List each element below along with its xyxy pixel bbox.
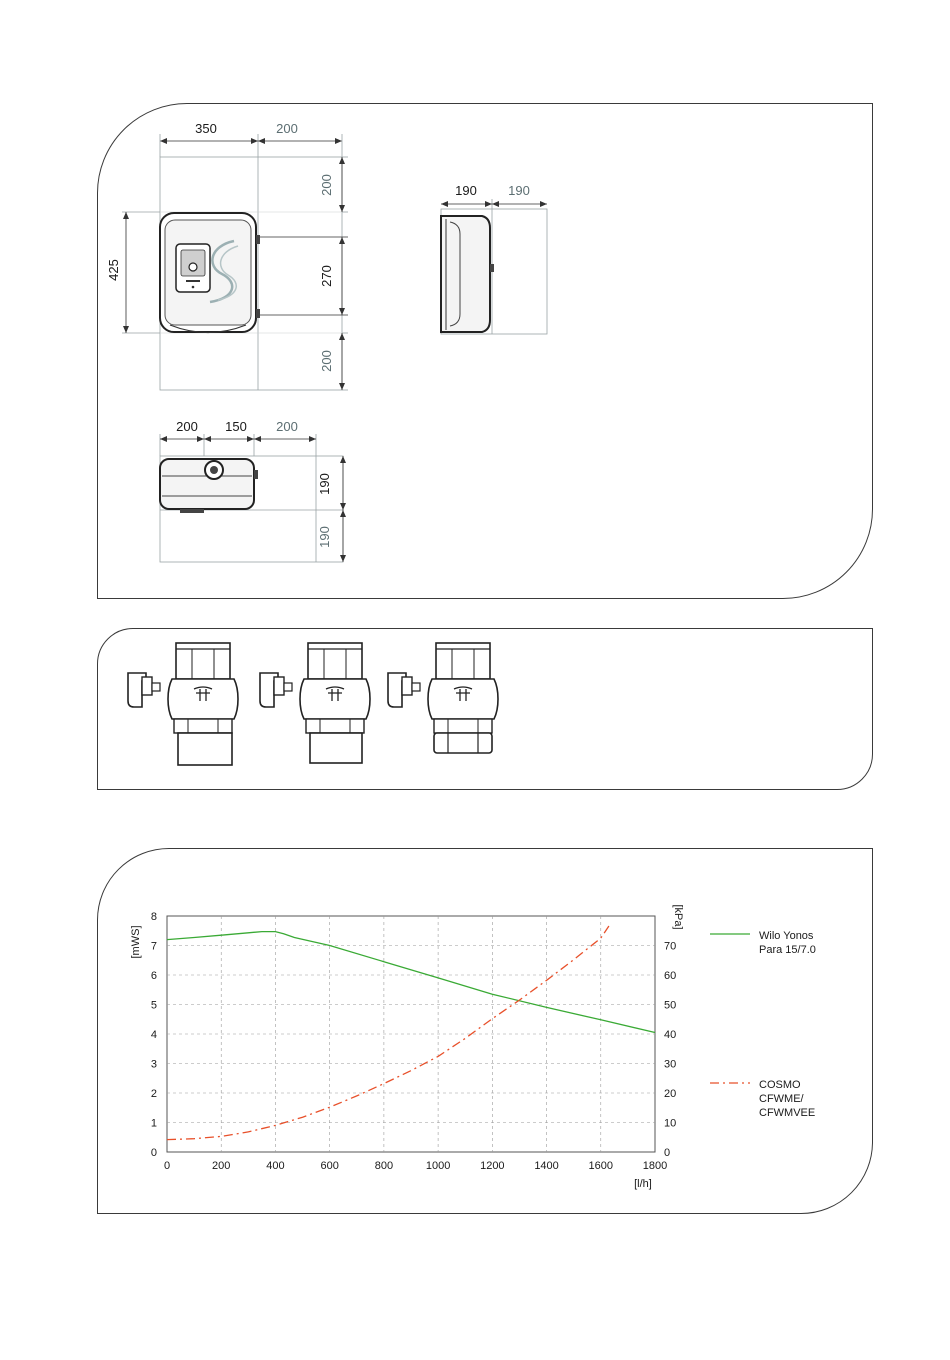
bottom-right-label: 200 [276,419,298,434]
y-right-tick-label: 0 [664,1147,671,1159]
x-tick-label: 1400 [534,1160,559,1172]
x-tick-label: 800 [374,1160,394,1172]
y-left-tick-label: 6 [150,970,157,982]
y-left-tick-label: 4 [150,1029,157,1041]
valve-1 [128,643,238,765]
front-pipe-spacing-label: 270 [319,265,334,287]
x-tick-label: 1000 [425,1160,451,1172]
valves-panel [97,628,873,790]
bottom-left-label: 200 [176,419,198,434]
side-depth-label: 190 [455,183,477,198]
dimensions-panel [97,103,873,599]
front-width-label: 350 [195,121,217,136]
front-clearance-bottom-label: 200 [319,350,334,372]
y-right-tick-label: 20 [664,1088,677,1100]
x-tick-label: 1200 [480,1160,505,1172]
legend-cosmo-line-3: CFWMVEE [759,1107,816,1119]
chart-panel [97,848,873,1214]
side-clearance-label: 190 [508,183,530,198]
y-right-tick-label: 60 [664,970,677,982]
valve-drawings [98,629,874,791]
valve-2 [260,643,370,763]
y-right-tick-label: 50 [664,999,677,1012]
bottom-center-label: 150 [225,419,247,434]
y-left-tick-label: 2 [150,1088,157,1100]
y-right-tick-label: 70 [664,940,677,953]
y-right-tick-label: 30 [664,1058,677,1071]
front-view [106,121,348,390]
bottom-view [160,419,343,562]
series-line-cosmo [167,926,609,1140]
y-right-tick-label: 10 [664,1117,677,1130]
front-clearance-top-label: 200 [319,174,334,196]
front-height-label: 425 [106,259,121,281]
x-tick-label: 1800 [642,1160,668,1172]
chart-grid [167,916,655,1152]
side-view [441,183,547,334]
y-left-axis-label: [mWS] [130,925,142,959]
y-left-tick-label: 1 [150,1117,157,1130]
chart-series [167,926,655,1140]
x-tick-label: 1600 [588,1160,614,1172]
y-left-tick-label: 5 [150,999,157,1012]
chart-ticks [151,911,676,1172]
legend-cosmo-line-1: COSMO [759,1079,801,1091]
y-right-axis-label: [kPa] [672,904,684,930]
y-right-tick-label: 40 [664,1029,677,1041]
x-tick-label: 200 [212,1160,231,1172]
bottom-clearance-label: 190 [317,526,332,548]
legend-cosmo-line-2: CFWME/ [759,1093,804,1105]
x-tick-label: 400 [266,1160,285,1172]
dimension-drawings [98,104,874,600]
valve-3 [388,643,498,753]
pump-curve-chart [98,849,874,1215]
bottom-depth-label: 190 [317,473,332,495]
y-left-tick-label: 7 [150,940,157,953]
legend-wilo-line-1: Wilo Yonos [759,930,814,942]
y-left-tick-label: 3 [150,1058,157,1071]
y-left-tick-label: 0 [150,1147,157,1159]
legend [710,930,816,1119]
x-tick-label: 600 [320,1160,339,1172]
x-axis-label: [l/h] [634,1178,652,1190]
series-line-wilo [167,932,655,1033]
front-clearance-right-label: 200 [276,121,298,136]
x-tick-label: 0 [163,1160,171,1172]
legend-wilo-line-2: Para 15/7.0 [759,944,816,956]
y-left-tick-label: 8 [150,911,157,923]
